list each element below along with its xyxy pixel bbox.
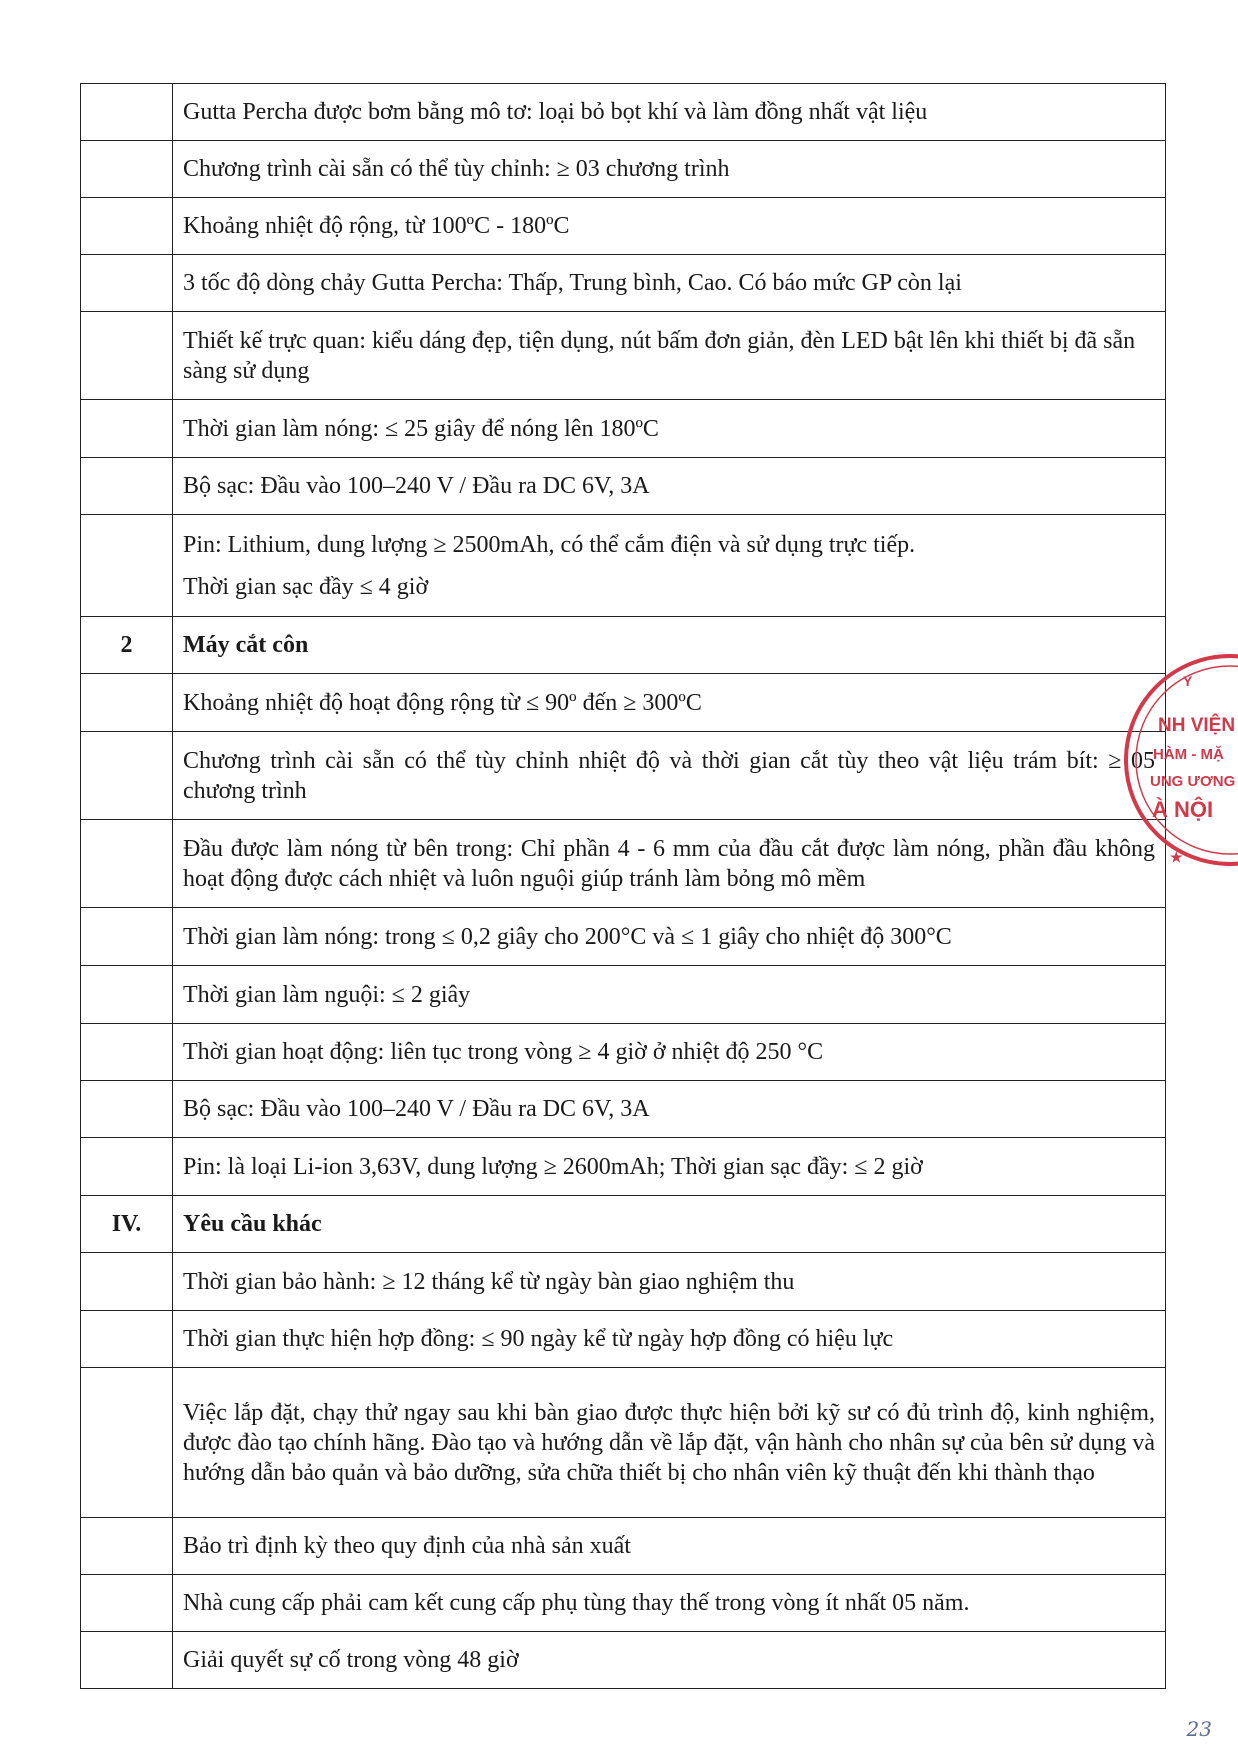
section-title: Yêu cầu khác xyxy=(173,1196,1166,1253)
row-number xyxy=(81,732,173,820)
row-text: Việc lắp đặt, chạy thử ngay sau khi bàn giao được thực hiện bởi kỹ sư có đủ trình độ, kinh nghiệm, được đào tạo chính hãng. Đào tạo và hướng dẫn về lắp đặt, vận hành cho nhân sự của bên sử dụng và hướng dẫn bảo quản và bảo dưỡng, sửa chữa thiết bị cho nhân viên kỹ thuật đến khi thành thạo xyxy=(173,1368,1166,1518)
table-row xyxy=(81,908,1166,966)
row-text: Thời gian thực hiện hợp đồng: ≤ 90 ngày kể từ ngày hợp đồng có hiệu lực xyxy=(173,1311,1166,1368)
row-text: 3 tốc độ dòng chảy Gutta Percha: Thấp, Trung bình, Cao. Có báo mức GP còn lại xyxy=(173,255,1166,312)
table-row xyxy=(81,820,1166,908)
row-text: Nhà cung cấp phải cam kết cung cấp phụ tùng thay thế trong vòng ít nhất 05 năm. xyxy=(173,1575,1166,1632)
table-row xyxy=(81,1138,1166,1196)
table-row xyxy=(81,458,1166,515)
row-text: Giải quyết sự cố trong vòng 48 giờ xyxy=(173,1632,1166,1689)
row-number xyxy=(81,84,173,141)
stamp-text: UNG ƯƠNG xyxy=(1150,773,1236,790)
table-row xyxy=(81,966,1166,1024)
row-number xyxy=(81,908,173,966)
row-number xyxy=(81,820,173,908)
spec-table xyxy=(80,83,1166,1689)
row-text xyxy=(173,515,1166,617)
table-row xyxy=(81,141,1166,198)
stamp-star: ★ xyxy=(1170,849,1183,865)
table-row xyxy=(81,198,1166,255)
row-number xyxy=(81,458,173,515)
row-number xyxy=(81,674,173,732)
row-number xyxy=(81,1518,173,1575)
section-title: Máy cắt côn xyxy=(173,617,1166,674)
page-number: 23 xyxy=(1186,1717,1212,1741)
row-text-line: Pin: Lithium, dung lượng ≥ 2500mAh, có thể cắm điện và sử dụng trực tiếp. xyxy=(183,531,916,558)
row-number xyxy=(81,1311,173,1368)
table-row xyxy=(81,1024,1166,1081)
table-row xyxy=(81,1081,1166,1138)
row-text: Thời gian làm nóng: ≤ 25 giây để nóng lên 180ºC xyxy=(173,400,1166,458)
row-number xyxy=(81,1368,173,1518)
row-text: Gutta Percha được bơm bằng mô tơ: loại bỏ bọt khí và làm đồng nhất vật liệu xyxy=(173,84,1166,141)
table-row xyxy=(81,1632,1166,1689)
table-row xyxy=(81,1311,1166,1368)
row-number xyxy=(81,312,173,400)
row-text: Khoảng nhiệt độ rộng, từ 100ºC - 180ºC xyxy=(173,198,1166,255)
row-number xyxy=(81,1138,173,1196)
row-text: Thời gian làm nóng: trong ≤ 0,2 giây cho 200°C và ≤ 1 giây cho nhiệt độ 300°C xyxy=(173,908,1166,966)
row-text: Bảo trì định kỳ theo quy định của nhà sản xuất xyxy=(173,1518,1166,1575)
row-number xyxy=(81,141,173,198)
section-number: 2 xyxy=(81,617,173,674)
row-number xyxy=(81,1575,173,1632)
stamp-text: Y xyxy=(1183,673,1193,689)
table-row xyxy=(81,400,1166,458)
row-text: Chương trình cài sẵn có thể tùy chỉnh nhiệt độ và thời gian cắt tùy theo vật liệu trám bít: ≥ 05 chương trình xyxy=(173,732,1166,820)
section-row xyxy=(81,1196,1166,1253)
row-text: Thiết kế trực quan: kiểu dáng đẹp, tiện dụng, nút bấm đơn giản, đèn LED bật lên khi thiết bị đã sẵn sàng sử dụng xyxy=(173,312,1166,400)
row-number xyxy=(81,1081,173,1138)
row-number xyxy=(81,1253,173,1311)
table-row xyxy=(81,1368,1166,1518)
table-row xyxy=(81,515,1166,617)
stamp-text: NH VIỆN xyxy=(1158,715,1236,736)
stamp-text: HÀM - MẶ xyxy=(1153,746,1224,763)
row-number xyxy=(81,966,173,1024)
table-row xyxy=(81,1575,1166,1632)
row-text: Thời gian làm nguội: ≤ 2 giây xyxy=(173,966,1166,1024)
table-row xyxy=(81,1253,1166,1311)
row-number xyxy=(81,400,173,458)
section-number: IV. xyxy=(81,1196,173,1253)
stamp-text: À NỘI xyxy=(1152,797,1214,822)
row-text: Chương trình cài sẵn có thể tùy chỉnh: ≥ 03 chương trình xyxy=(173,141,1166,198)
row-text-line: Thời gian sạc đầy ≤ 4 giờ xyxy=(183,573,429,600)
table-row xyxy=(81,1518,1166,1575)
official-stamp xyxy=(1120,650,1238,870)
table-row xyxy=(81,312,1166,400)
table-row xyxy=(81,84,1166,141)
table-row xyxy=(81,674,1166,732)
row-number xyxy=(81,198,173,255)
row-text: Thời gian bảo hành: ≥ 12 tháng kể từ ngày bàn giao nghiệm thu xyxy=(173,1253,1166,1311)
table-row xyxy=(81,255,1166,312)
row-text: Bộ sạc: Đầu vào 100–240 V / Đầu ra DC 6V, 3A xyxy=(173,458,1166,515)
row-text: Khoảng nhiệt độ hoạt động rộng từ ≤ 90º đến ≥ 300ºC xyxy=(173,674,1166,732)
row-text: Đầu được làm nóng từ bên trong: Chỉ phần 4 - 6 mm của đầu cắt được làm nóng, phần đầu không hoạt động được cách nhiệt và luôn nguội giúp tránh làm bỏng mô mềm xyxy=(173,820,1166,908)
row-number xyxy=(81,255,173,312)
row-text: Pin: là loại Li-ion 3,63V, dung lượng ≥ 2600mAh; Thời gian sạc đầy: ≤ 2 giờ xyxy=(173,1138,1166,1196)
row-number xyxy=(81,515,173,617)
row-text: Thời gian hoạt động: liên tục trong vòng ≥ 4 giờ ở nhiệt độ 250 °C xyxy=(173,1024,1166,1081)
row-number xyxy=(81,1024,173,1081)
row-number xyxy=(81,1632,173,1689)
section-row xyxy=(81,617,1166,674)
table-row xyxy=(81,732,1166,820)
row-text: Bộ sạc: Đầu vào 100–240 V / Đầu ra DC 6V, 3A xyxy=(173,1081,1166,1138)
